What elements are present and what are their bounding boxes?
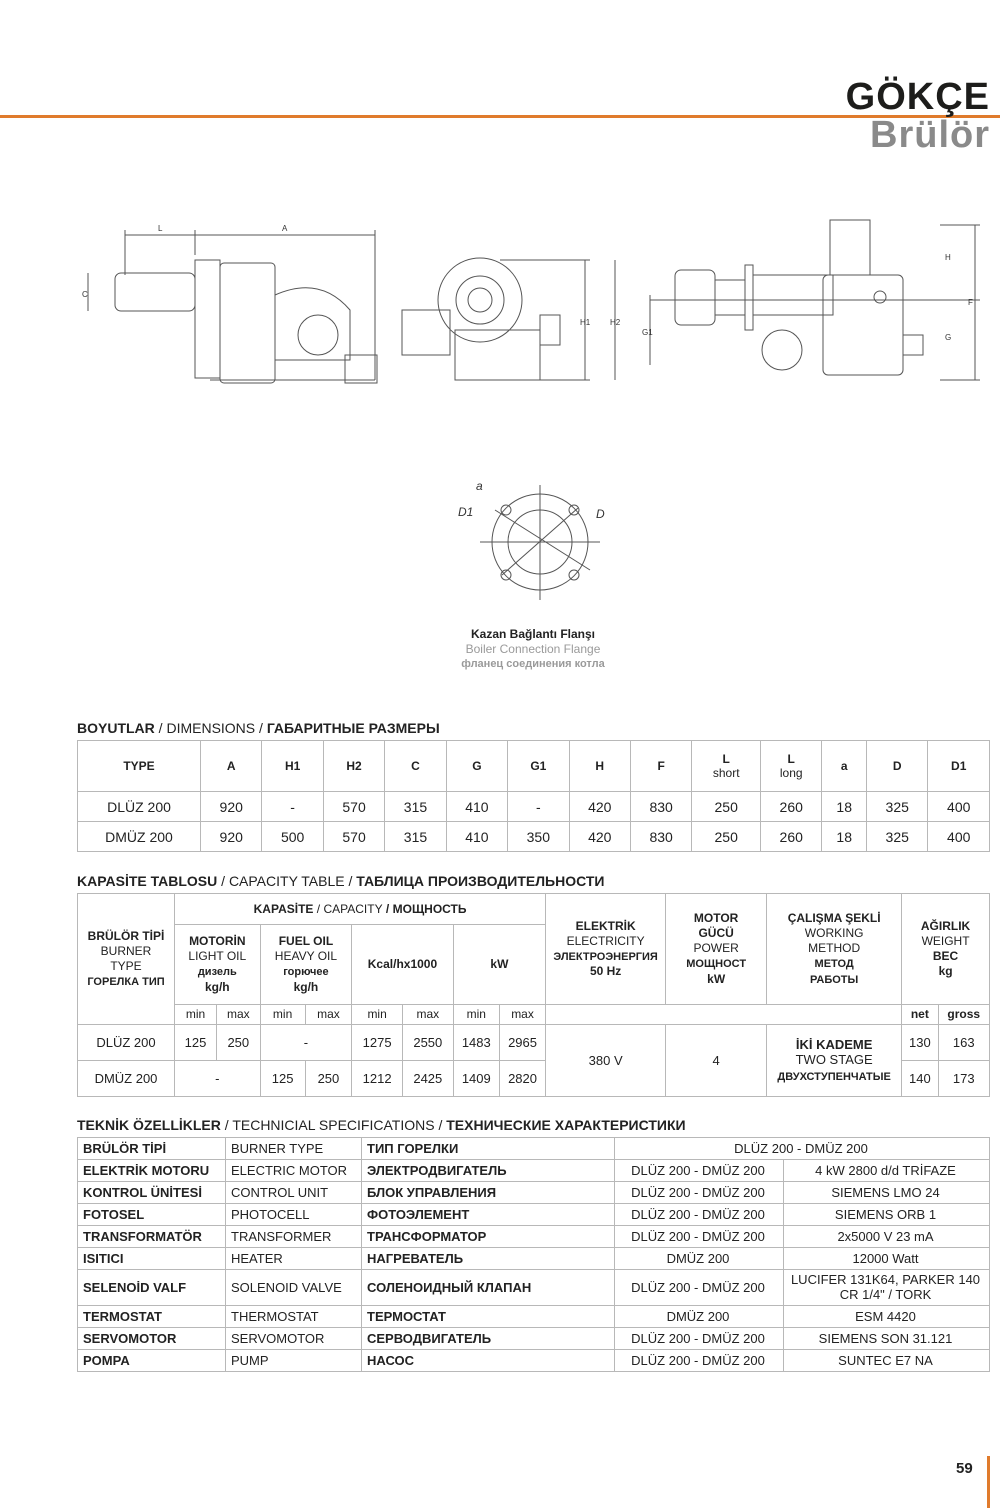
table-row: TRANSFORMATÖR TRANSFORMER ТРАНСФОРМАТОР DLÜZ 200 - DMÜZ 200 2x5000 V 23 mA	[78, 1226, 990, 1248]
table-row: BRÜLÖR TİPİ BURNER TYPE ТИП ГОРЕЛКИ DLÜZ 200 - DMÜZ 200	[78, 1138, 990, 1160]
dim-label-H2: H2	[610, 318, 621, 327]
boiler-flange-drawing	[450, 480, 620, 610]
specs-table	[77, 1137, 990, 1372]
flange-caption-ru: фланец соединения котла	[461, 658, 605, 670]
dim-label-C: C	[82, 290, 88, 299]
col-kw: kW	[453, 925, 545, 1005]
flange-label-D: D	[596, 507, 605, 521]
capacity-table: BRÜLÖR TİPİ BURNER TYPE ГОРЕЛКА ТИП KAPASİTE / CAPACITY / МОЩНОСТЬ ELEKTRİK ELECTRICITY ЭЛЕКТРОЭНЕРГИЯ 50 Hz MOTOR GÜCÜ POWER МОЩНОСТ kW ÇALIŞMA ŞEKLİ WORKING METHOD МЕТОД РАБОТЫ AĞIRLIK WEIGHT ВЕС kg MOTORİN LIGHT OIL дизель kg/h FUEL OIL HEAVY OIL горючее kg/h Kcal/hx1000 kW min max min max min max min max net gross DLÜZ 200 125 250 - 1275 2550 1483 2965 380 V 4 İKİ KADEME TWO STAGE ДВУХСТУПЕНЧАТЫЕ 130 163 DMÜZ 200 - 125 250 1212 2425 1409 2820 140 173	[77, 893, 990, 1097]
page-number: 59	[956, 1460, 973, 1477]
table-row: DLÜZ 200 125 250 - 1275 2550 1483 2965 380 V 4 İKİ KADEME TWO STAGE ДВУХСТУПЕНЧАТЫЕ 130 163	[78, 1025, 990, 1061]
specs-section-title: TEKNİK ÖZELLİKLER / TECHNICIAL SPECIFICATIONS / ТЕХНИЧЕСКИЕ ХАРАКТЕРИСТИКИ	[77, 1117, 686, 1133]
flange-caption-tr: Kazan Bağlantı Flanşı	[470, 627, 596, 641]
table-row: KONTROL ÜNİTESİ CONTROL UNIT БЛОК УПРАВЛЕНИЯ DLÜZ 200 - DMÜZ 200 SIEMENS LMO 24	[78, 1182, 990, 1204]
page-number-accent-bar	[987, 1456, 990, 1508]
col-motor-power: MOTOR GÜCÜ POWER МОЩНОСТ kW	[666, 894, 767, 1005]
col-burner-type: BRÜLÖR TİPİ BURNER TYPE ГОРЕЛКА ТИП	[78, 894, 175, 1025]
table-row: DMÜZ 200 920 500 570 315 410 350 420 830 250 260 18 325 400	[78, 822, 990, 852]
col-working-method: ÇALIŞMA ŞEKLİ WORKING METHOD МЕТОД РАБОТЫ	[767, 894, 902, 1005]
dim-label-A: A	[282, 224, 288, 233]
brand-logo-line2: Brülör	[870, 114, 990, 156]
table-row: FOTOSEL PHOTOCELL ФОТОЭЛЕМЕНТ DLÜZ 200 - DMÜZ 200 SIEMENS ORB 1	[78, 1204, 990, 1226]
brand-logo-line1: GÖKÇE	[845, 76, 990, 118]
col-light-oil: MOTORİN LIGHT OIL дизель kg/h	[175, 925, 261, 1005]
dim-label-H1: H1	[580, 318, 591, 327]
table-header-row: TYPE A H1 H2 C G G1 H F L short L long a D D1	[78, 741, 990, 792]
capacity-section-title: KAPASİTE TABLOSU / CAPACITY TABLE / ТАБЛИЦА ПРОИЗВОДИТЕЛЬНОСТИ	[77, 873, 605, 889]
table-row: POMPA PUMP НАСОС DLÜZ 200 - DMÜZ 200 SUNTEC E7 NA	[78, 1350, 990, 1372]
flange-label-D1: D1	[458, 505, 474, 519]
dim-label-L: L	[158, 224, 163, 233]
flange-label-a: a	[476, 480, 483, 493]
dim-label-F: F	[968, 298, 973, 307]
dimensions-section-title: BOYUTLAR / DIMENSIONS / ГАБАРИТНЫЕ РАЗМЕРЫ	[77, 720, 440, 736]
table-row: DMÜZ 200 - 125 250 1212 2425 1409 2820 140 173	[78, 1061, 990, 1097]
table-row: ISITICI HEATER НАГРЕВАТЕЛЬ DMÜZ 200 12000 Watt	[78, 1248, 990, 1270]
table-row: DLÜZ 200 920 - 570 315 410 - 420 830 250 260 18 325 400	[78, 792, 990, 822]
burner-technical-drawings	[70, 215, 1000, 395]
table-row: ELEKTRİK MOTORU ELECTRIC MOTOR ЭЛЕКТРОДВИГАТЕЛЬ DLÜZ 200 - DMÜZ 200 4 kW 2800 d/d TRİFAZE	[78, 1160, 990, 1182]
flange-caption-en: Boiler Connection Flange	[465, 642, 601, 656]
dimensions-table	[77, 740, 990, 852]
col-capacity: KAPASİTE / CAPACITY / МОЩНОСТЬ	[175, 894, 546, 925]
dim-label-G1: G1	[642, 328, 653, 337]
table-row: SERVOMOTOR SERVOMOTOR СЕРВОДВИГАТЕЛЬ DLÜZ 200 - DMÜZ 200 SIEMENS SON 31.121	[78, 1328, 990, 1350]
col-electricity: ELEKTRİK ELECTRICITY ЭЛЕКТРОЭНЕРГИЯ 50 Hz	[546, 894, 666, 1005]
dim-label-G: G	[945, 333, 952, 342]
table-row: TERMOSTAT THERMOSTAT ТЕРМОСТАТ DMÜZ 200 ESM 4420	[78, 1306, 990, 1328]
col-weight: AĞIRLIK WEIGHT ВЕС kg	[902, 894, 990, 1005]
table-row: SELENOİD VALF SOLENOID VALVE СОЛЕНОИДНЫЙ КЛАПАН DLÜZ 200 - DMÜZ 200 LUCIFER 131K64, PARKER 140 CR 1/4" / TORK	[78, 1270, 990, 1306]
col-kcal: Kcal/hx1000	[352, 925, 453, 1005]
col-heavy-oil: FUEL OIL HEAVY OIL горючее kg/h	[260, 925, 352, 1005]
dim-label-H: H	[945, 253, 951, 262]
